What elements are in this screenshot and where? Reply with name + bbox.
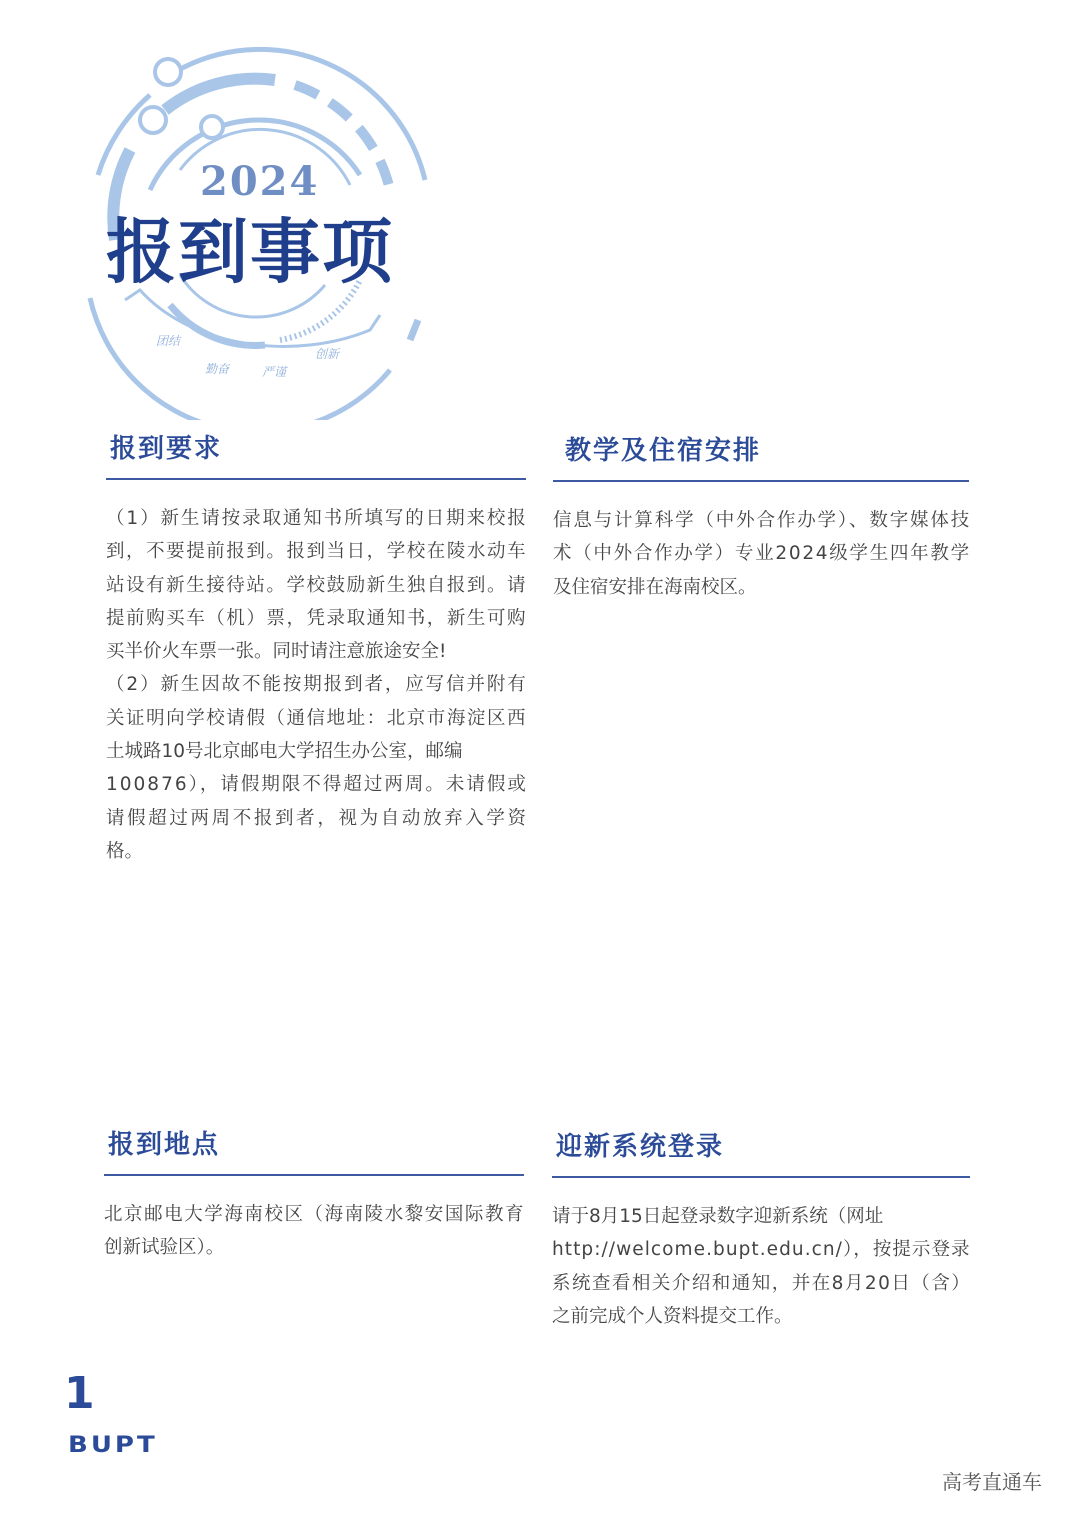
body-line: 站设有新生接待站。学校鼓励新生独自报到。请	[106, 574, 528, 596]
logo-year: 2024	[200, 158, 320, 205]
body-line: （2）新生因故不能按期报到者，应写信并附有	[106, 674, 528, 696]
page-number: 1	[64, 1368, 95, 1419]
body-line: http://welcome.bupt.edu.cn/），按提示登录	[552, 1239, 971, 1261]
brand-logo-text: BUPT	[68, 1432, 158, 1458]
motto-3: 严谨	[262, 365, 287, 379]
section-body	[552, 1200, 970, 1333]
body-line: 土城路10号北京邮电大学招生办公室，邮编	[106, 741, 463, 763]
section-title: 迎新系统登录	[556, 1132, 725, 1162]
divider	[104, 1174, 524, 1176]
body-line: 100876），请假期限不得超过两周。未请假或	[106, 774, 528, 796]
body-line: 之前完成个人资料提交工作。	[552, 1305, 793, 1327]
body-line: 请于8月15日起登录数字迎新系统（网址	[552, 1206, 884, 1227]
body-line: 买半价火车票一张。同时请注意旅途安全!	[106, 641, 447, 663]
divider	[552, 1176, 970, 1178]
section-body	[104, 1198, 524, 1265]
body-line: 到，不要提前报到。报到当日，学校在陵水动车	[106, 541, 528, 563]
body-line: 关证明向学校请假（通信地址：北京市海淀区西	[106, 707, 528, 729]
body-line: 提前购买车（机）票，凭录取通知书，新生可购	[106, 607, 528, 629]
section-title: 教学及住宿安排	[565, 436, 762, 466]
body-line: 请假超过两周不报到者，视为自动放弃入学资	[106, 807, 529, 829]
body-line: 北京邮电大学海南校区（海南陵水黎安国际教育	[104, 1204, 526, 1225]
body-line: 格。	[106, 840, 144, 862]
motto-4: 创新	[315, 347, 340, 361]
body-line: 及住宿安排在海南校区。	[553, 576, 757, 598]
header-logo	[80, 40, 440, 420]
divider	[553, 480, 969, 482]
section-body	[553, 504, 972, 604]
body-line: 术（中外合作办学）专业2024级学生四年教学	[553, 543, 971, 565]
section-teaching	[553, 430, 972, 604]
section-title: 报到要求	[110, 434, 223, 464]
divider	[106, 478, 526, 480]
body-line: 信息与计算科学（中外合作办学）、数字媒体技	[553, 510, 972, 531]
section-system	[552, 1126, 970, 1333]
section-body	[106, 502, 529, 868]
body-line: 系统查看相关介绍和通知，并在8月20日（含）	[552, 1272, 972, 1294]
page-title: 报到事项	[106, 211, 394, 293]
section-location	[104, 1124, 524, 1265]
section-title: 报到地点	[108, 1130, 221, 1160]
watermark: 高考直通车	[942, 1470, 1042, 1494]
motto-1: 团结	[156, 334, 181, 348]
section-requirements	[106, 428, 529, 868]
body-line: （1）新生请按录取通知书所填写的日期来校报	[106, 508, 528, 529]
motto-2: 勤奋	[205, 362, 230, 376]
body-line: 创新试验区）。	[104, 1237, 225, 1259]
